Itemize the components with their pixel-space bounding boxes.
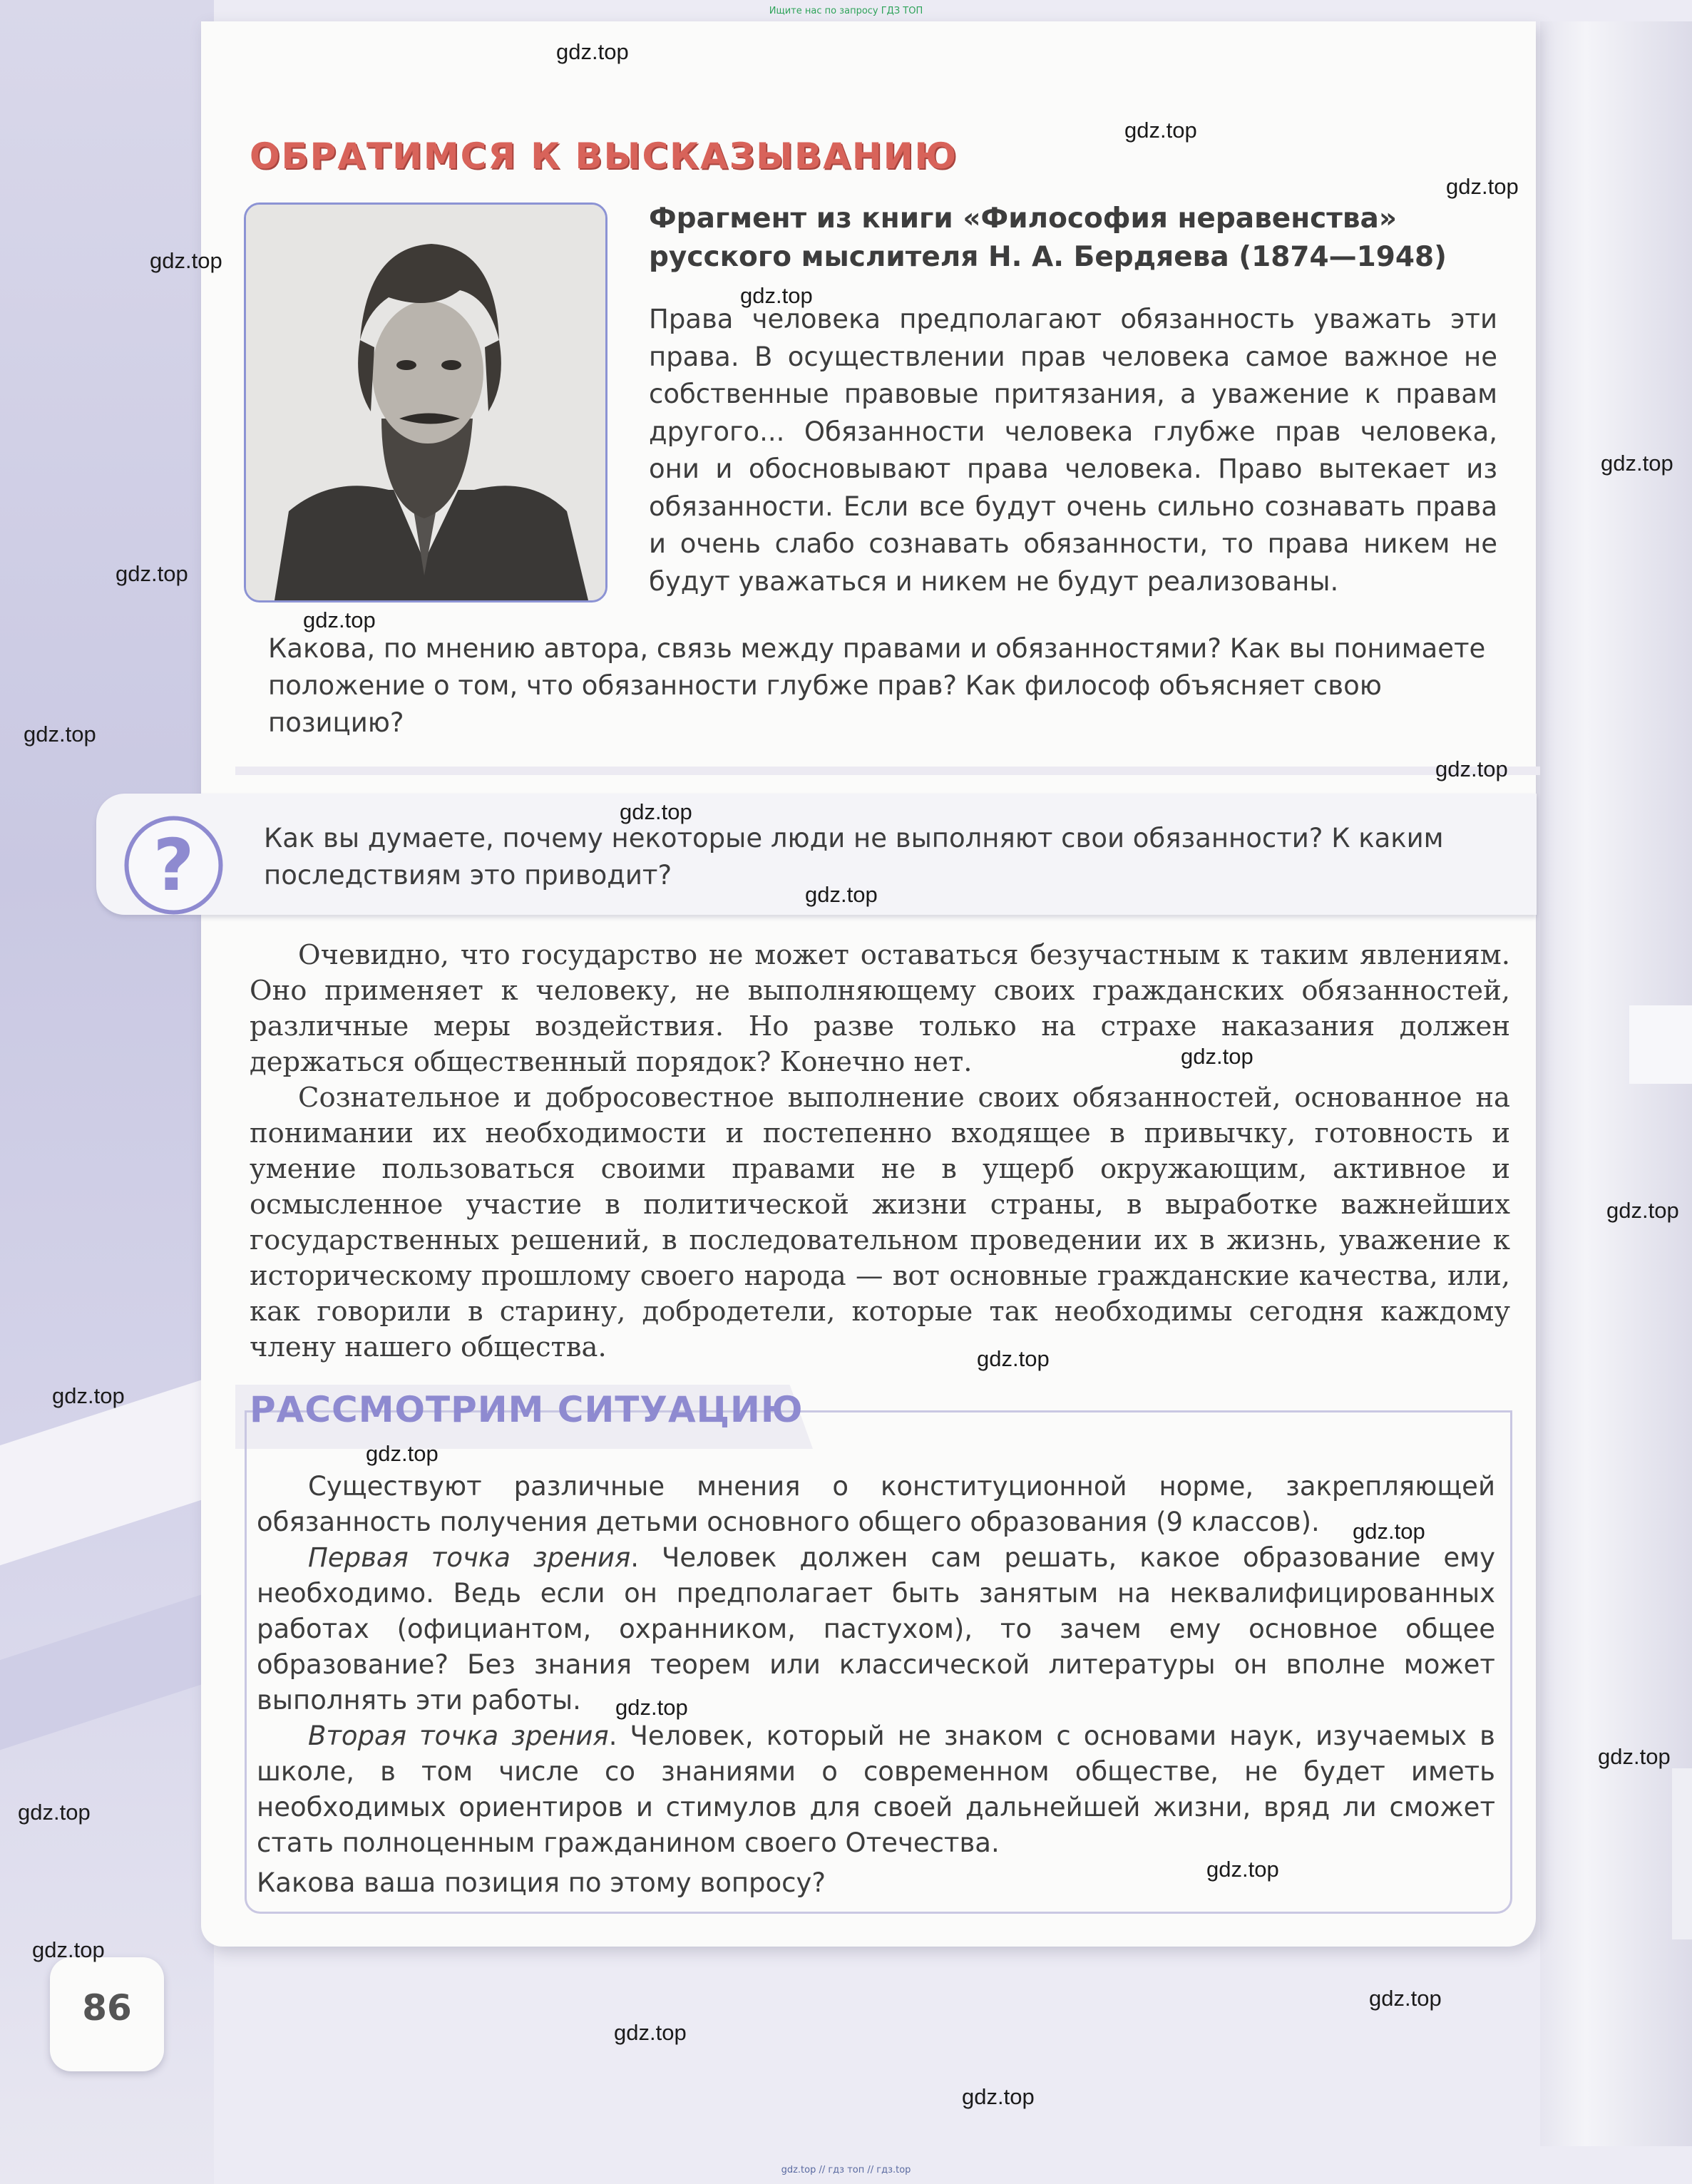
viewpoint-2: Вторая точка зрения. Человек, который не знаком с основами наук, изучаемых в школе, в том числе со знаниями о современном обществе, не будет иметь необходимых ориентиров и стимулов для своей дальнейшей жизни, вряд ли сможет стать полноценным гражданином своего Отечества. [257, 1721, 1495, 1858]
watermark: gdz.top [1435, 757, 1508, 781]
watermark: gdz.top [303, 607, 376, 632]
watermark: gdz.top [1206, 1857, 1279, 1882]
watermark: gdz.top [24, 722, 96, 747]
section-heading-quote: ОБРАТИМСЯ К ВЫСКАЗЫВАНИЮ [250, 135, 958, 177]
watermark: gdz.top [614, 2020, 687, 2045]
situation-intro: Существуют различные мнения о конституционной норме, закрепляющей обязанность получения детьми основного общего образования (9 классов). [257, 1471, 1495, 1537]
section-heading-situation: РАССМОТРИМ СИТУАЦИЮ [250, 1389, 804, 1430]
svg-text:?: ? [153, 824, 195, 907]
watermark: gdz.top [962, 2084, 1035, 2109]
situation-text [257, 1469, 1495, 1901]
watermark: gdz.top [615, 1695, 688, 1720]
bottom-note: gdz.top // гдз топ // гдз.top [781, 2165, 911, 2175]
portrait-image [246, 205, 605, 600]
watermark: gdz.top [1598, 1744, 1671, 1769]
berdyaev-portrait [244, 202, 607, 603]
watermark: gdz.top [1124, 118, 1197, 143]
paragraph: Очевидно, что государство не может оставаться безучастным к таким явлениям. Оно применяет к человеку, не выполняющему своих гражданских обязанностей, различные меры воздействия. Но разве только на страхе наказания должен держаться общественный порядок? Конечно нет. [250, 939, 1510, 1078]
watermark: gdz.top [556, 39, 629, 64]
background-tab [1629, 1005, 1692, 1084]
viewpoint-label: Первая точка зрения [308, 1542, 631, 1573]
watermark: gdz.top [1601, 451, 1673, 476]
main-text [250, 938, 1510, 1365]
quote-question: Какова, по мнению автора, связь между правами и обязанностями? Как вы понимаете положение о том, что обязанности глубже прав? Как философ объясняет свою позицию? [268, 633, 1486, 738]
watermark: gdz.top [150, 248, 222, 273]
paragraph: Сознательное и добросовестное выполнение своих обязанностей, основанное на понимании их необходимости и постепенно входящее в привычку, готовность и умение пользоваться своими правами не в ущерб окружающим, активное и осмысленное участие в политической жизни страны, в выработке важнейших государственных решений, в последовательном проведении их в жизнь, уважение к историческому прошлому своего народа — вот основные гражданские качества, или, как говорили в старину, добродетели, которые так необходимы сегодня каждому члену нашего общества. [250, 1082, 1510, 1363]
watermark: gdz.top [1446, 174, 1519, 199]
situation-question: Какова ваша позиция по этому вопросу? [257, 1867, 826, 1898]
berdyaev-quote: Права человека предполагают обязанность уважать эти права. В осуществлении прав человека самое важное не собственные правовые притязания, а уважение к правам другого... Обязанности человека глубже прав человека, они и обосновывают права человека. Право вытекает из обязанности. Если все будут очень сильно сознавать права и очень слабо сознавать обязанности, то права никем не будут уважаться и никем не будут реализованы. [649, 304, 1497, 597]
background-left [0, 0, 214, 2184]
quote-source: Фрагмент из книги «Философия неравенства» русского мыслителя Н. А. Бердяева (1874—1948) [649, 202, 1447, 273]
watermark: gdz.top [1353, 1519, 1425, 1544]
question-mark-icon [123, 814, 225, 916]
watermark: gdz.top [366, 1441, 439, 1466]
background-tab [1672, 1768, 1692, 1939]
top-note: Ищите нас по запросу ГДЗ ТОП [769, 6, 923, 16]
watermark: gdz.top [18, 1800, 91, 1825]
watermark: gdz.top [1369, 1986, 1442, 2011]
watermark: gdz.top [52, 1383, 125, 1408]
viewpoint-label: Вторая точка зрения [308, 1721, 609, 1751]
watermark: gdz.top [1606, 1198, 1679, 1223]
watermark: gdz.top [620, 799, 692, 824]
watermark: gdz.top [805, 882, 878, 907]
question-text: Как вы думаете, почему некоторые люди не выполняют свои обязанности? К каким последствиям это приводит? [264, 823, 1444, 891]
background-right [1540, 21, 1692, 2146]
page-number: 86 [82, 1987, 132, 2029]
watermark: gdz.top [740, 283, 813, 308]
watermark: gdz.top [32, 1937, 105, 1962]
viewpoint-1: Первая точка зрения. Человек должен сам решать, какое образование ему необходимо. Ведь если он предполагает быть занятым на неквалифицированных работах (официантом, охранником, пастухом), то зачем ему основное общее образование? Без знания теорем или классической литературы он вполне может выполнять эти работы. [257, 1542, 1495, 1716]
divider [235, 767, 1540, 775]
watermark: gdz.top [116, 561, 188, 586]
watermark: gdz.top [1181, 1044, 1253, 1069]
watermark: gdz.top [977, 1346, 1050, 1371]
